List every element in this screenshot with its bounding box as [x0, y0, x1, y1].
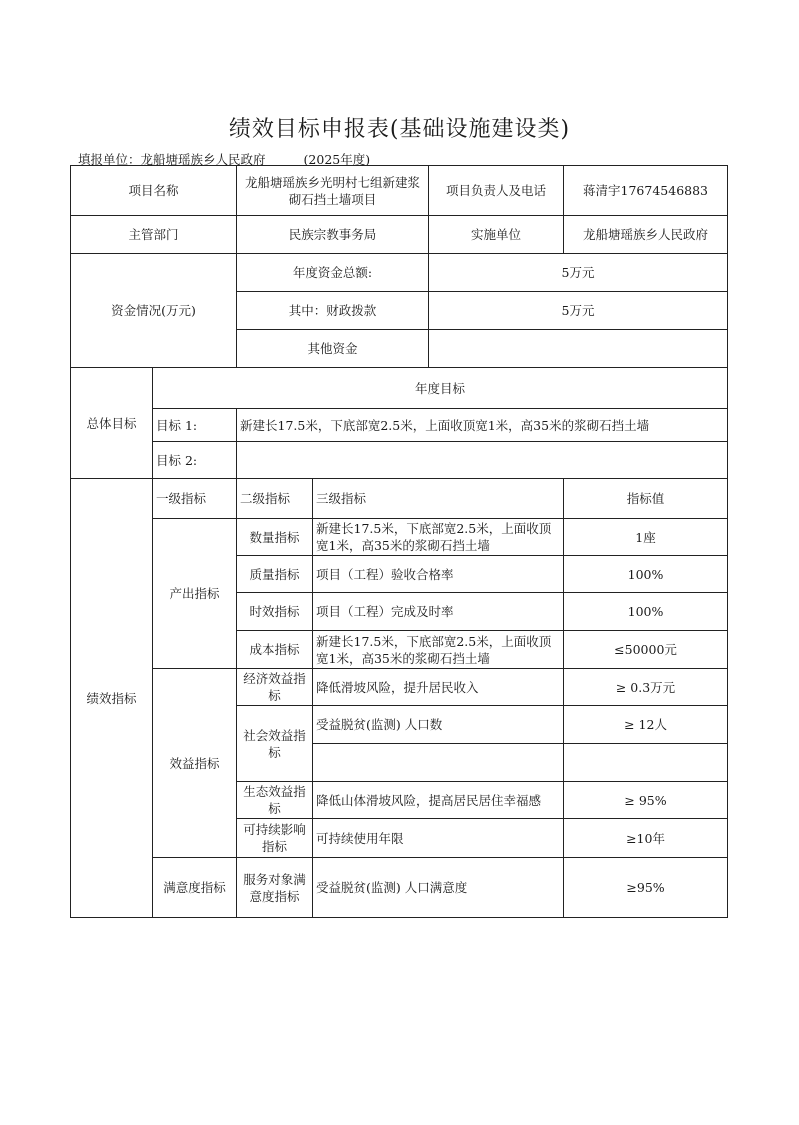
- project-leader-label: 项目负责人及电话: [429, 166, 564, 216]
- header-level3: 三级指标: [313, 479, 564, 519]
- level2-cell: 可持续影响指标: [237, 819, 313, 858]
- table-row: [71, 254, 728, 292]
- project-leader: 蒋清宇17674546883: [564, 166, 728, 216]
- impl-label: 实施单位: [429, 216, 564, 254]
- impl-unit: 龙船塘瑶族乡人民政府: [564, 216, 728, 254]
- level3-cell: 受益脱贫(监测) 人口数: [313, 706, 564, 744]
- project-name-label: 项目名称: [71, 166, 237, 216]
- value-cell: ≥95%: [564, 858, 728, 918]
- funds-fiscal-label: 其中：财政拨款: [237, 292, 429, 330]
- fill-unit: 龙船塘瑶族乡人民政府: [140, 152, 266, 167]
- funds-label: 资金情况(万元): [71, 254, 237, 368]
- level3-cell: 新建长17.5米，下底部宽2.5米，上面收顶宽1米，高35米的浆砌石挡土墙: [313, 631, 564, 669]
- performance-goal-table: [70, 165, 728, 918]
- value-cell: 100%: [564, 556, 728, 593]
- table-row: [71, 166, 728, 216]
- goal1: 新建长17.5米，下底部宽2.5米，上面收顶宽1米，高35米的浆砌石挡土墙: [237, 409, 728, 442]
- dept-label: 主管部门: [71, 216, 237, 254]
- table-row: [71, 519, 728, 556]
- value-cell: [564, 744, 728, 782]
- table-row: [71, 669, 728, 706]
- value-cell: ≤50000元: [564, 631, 728, 669]
- page-title: 绩效目标申报表(基础设施建设类): [228, 117, 571, 142]
- value-cell: ≥10年: [564, 819, 728, 858]
- level2-cell: 时效指标: [237, 593, 313, 631]
- table-row: [71, 858, 728, 918]
- table-row: [71, 409, 728, 442]
- table-row: [71, 442, 728, 479]
- header-level1: 一级指标: [153, 479, 237, 519]
- annual-goal-label: 年度目标: [153, 368, 728, 409]
- funds-other: [429, 330, 728, 368]
- level3-cell: 项目（工程）完成及时率: [313, 593, 564, 631]
- dept: 民族宗教事务局: [237, 216, 429, 254]
- level3-cell: 降低滑坡风险，提升居民收入: [313, 669, 564, 706]
- value-cell: 1座: [564, 519, 728, 556]
- funds-fiscal: 5万元: [429, 292, 728, 330]
- level2-cell: 质量指标: [237, 556, 313, 593]
- level2-cell: 成本指标: [237, 631, 313, 669]
- fill-unit-label: 填报单位：: [78, 152, 141, 167]
- header-value: 指标值: [564, 479, 728, 519]
- project-name: 龙船塘瑶族乡光明村七组新建浆砌石挡土墙项目: [237, 166, 429, 216]
- level3-cell: [313, 744, 564, 782]
- level3-cell: 可持续使用年限: [313, 819, 564, 858]
- level3-cell: 受益脱贫(监测) 人口满意度: [313, 858, 564, 918]
- report-year: (2025年度): [303, 152, 371, 167]
- level2-cell: 数量指标: [237, 519, 313, 556]
- output-indicators-label: 产出指标: [153, 519, 237, 669]
- satisfaction-indicators-label: 满意度指标: [153, 858, 237, 918]
- value-cell: ≥ 12人: [564, 706, 728, 744]
- level3-cell: 新建长17.5米，下底部宽2.5米，上面收顶宽1米，高35米的浆砌石挡土墙: [313, 519, 564, 556]
- table-row: [71, 216, 728, 254]
- value-cell: 100%: [564, 593, 728, 631]
- level2-cell: 社会效益指标: [237, 706, 313, 782]
- level3-cell: 项目（工程）验收合格率: [313, 556, 564, 593]
- level3-cell: 降低山体滑坡风险，提高居民居住幸福感: [313, 782, 564, 819]
- benefit-indicators-label: 效益指标: [153, 669, 237, 858]
- goal1-label: 目标 1:: [153, 409, 237, 442]
- funds-total-label: 年度资金总额:: [237, 254, 429, 292]
- goal2-label: 目标 2:: [153, 442, 237, 479]
- funds-other-label: 其他资金: [237, 330, 429, 368]
- table-row: [71, 479, 728, 519]
- level2-cell: 经济效益指标: [237, 669, 313, 706]
- level2-cell: 生态效益指标: [237, 782, 313, 819]
- header-level2: 二级指标: [237, 479, 313, 519]
- goal2: [237, 442, 728, 479]
- table-row: [71, 368, 728, 409]
- level2-cell: 服务对象满意度指标: [237, 858, 313, 918]
- goals-label: 总体目标: [71, 368, 153, 479]
- indicators-label: 绩效指标: [71, 479, 153, 918]
- value-cell: ≥ 0.3万元: [564, 669, 728, 706]
- funds-total: 5万元: [429, 254, 728, 292]
- value-cell: ≥ 95%: [564, 782, 728, 819]
